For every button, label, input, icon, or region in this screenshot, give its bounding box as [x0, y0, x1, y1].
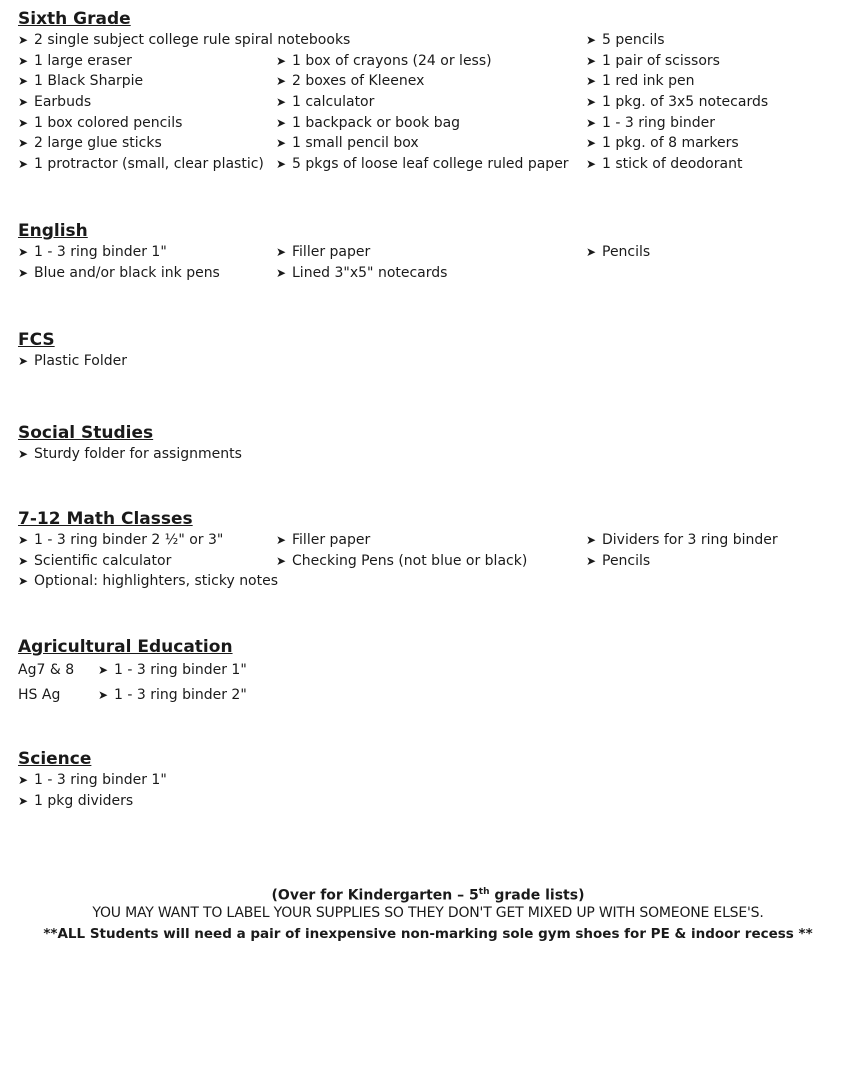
footer-over-note [0, 882, 856, 903]
list-item-text: Filler paper [292, 244, 371, 260]
footer-label-note: YOU MAY WANT TO LABEL YOUR SUPPLIES SO THEY DON'T GET MIXED UP WITH SOMEONE ELSE'S. [92, 905, 764, 921]
section-science [18, 748, 848, 811]
bullet-arrow-icon: ➤ [18, 447, 29, 461]
list-item [18, 551, 171, 572]
section-items [18, 444, 848, 465]
ag-row-label: HS Ag [18, 687, 61, 703]
list-item-text: Blue and/or black ink pens [34, 264, 220, 281]
list-item-text: 5 pkgs of loose leaf college ruled paper [292, 156, 569, 173]
list-item-text: 1 pair of scissors [602, 52, 720, 69]
list-item-text: 2 boxes of Kleenex [292, 73, 425, 90]
list-item-text: Earbuds [34, 94, 92, 111]
list-item-text: 1 stick of deodorant [602, 156, 743, 173]
list-item [18, 242, 167, 263]
ag-row-item [98, 683, 247, 708]
bullet-arrow-icon: ➤ [276, 245, 287, 259]
list-item-text: 1 backpack or book bag [292, 114, 461, 131]
list-item [586, 51, 720, 72]
section-fcs [18, 329, 848, 372]
list-item [276, 530, 370, 551]
bullet-arrow-icon: ➤ [18, 136, 29, 151]
list-item-text: Filler paper [292, 532, 371, 548]
list-item-text: Plastic Folder [34, 353, 127, 369]
bullet-arrow-icon: ➤ [586, 115, 597, 130]
list-item [276, 154, 569, 175]
section-items [18, 351, 848, 372]
list-item-text: 1 box of crayons (24 or less) [292, 52, 492, 69]
footer-superscript: th [478, 887, 490, 897]
list-item-text: Sturdy folder for assignments [34, 446, 242, 462]
section-ag-education [18, 636, 848, 708]
list-item [276, 92, 374, 113]
list-item-text: 1 Black Sharpie [34, 73, 144, 90]
bullet-arrow-icon: ➤ [586, 53, 597, 68]
list-item [276, 263, 447, 284]
list-item-text: 1 pkg dividers [34, 792, 134, 809]
list-row [18, 113, 848, 134]
list-item-text: 1 red ink pen [602, 73, 695, 90]
bullet-arrow-icon: ➤ [18, 115, 29, 130]
list-item [18, 263, 220, 284]
list-item-text: 1 pkg. of 3x5 notecards [602, 94, 769, 111]
list-item [586, 71, 694, 92]
list-item [586, 551, 650, 572]
list-item [276, 551, 527, 572]
list-item-text: 5 pencils [602, 32, 665, 48]
bullet-arrow-icon: ➤ [276, 74, 287, 89]
list-item [586, 133, 739, 154]
list-item [18, 351, 127, 372]
section-heading: Agricultural Education [18, 637, 233, 657]
list-item [18, 51, 132, 72]
ag-row [18, 658, 848, 683]
list-item-text: Scientific calculator [34, 552, 172, 569]
list-item [18, 791, 133, 812]
list-item-text: 1 - 3 ring binder 1" [34, 772, 167, 788]
list-item [18, 530, 223, 551]
bullet-arrow-icon: ➤ [98, 663, 109, 677]
list-item-text: Pencils [602, 244, 651, 260]
list-row [18, 71, 848, 92]
list-item [586, 154, 742, 175]
list-item [586, 92, 768, 113]
bullet-arrow-icon: ➤ [18, 265, 29, 280]
bullet-arrow-icon: ➤ [18, 33, 29, 47]
bullet-arrow-icon: ➤ [276, 553, 287, 568]
list-item [276, 51, 492, 72]
list-item [18, 154, 264, 175]
list-item-text: 1 calculator [292, 94, 375, 111]
bullet-arrow-icon: ➤ [98, 688, 109, 702]
list-item-text: 2 large glue sticks [34, 135, 162, 152]
list-row [18, 444, 848, 465]
bullet-arrow-icon: ➤ [276, 95, 287, 110]
ag-row-item [98, 658, 247, 683]
list-item [18, 133, 162, 154]
section-heading: Sixth Grade [18, 9, 131, 29]
list-item [586, 530, 778, 551]
list-item [18, 770, 167, 791]
bullet-arrow-icon: ➤ [18, 553, 29, 568]
section-items [18, 770, 848, 811]
list-item-text: 1 - 3 ring binder 2" [114, 687, 247, 703]
bullet-arrow-icon: ➤ [18, 354, 29, 368]
section-social-studies [18, 422, 848, 465]
section-heading: Science [18, 749, 92, 769]
list-item-text: 1 - 3 ring binder [602, 114, 715, 131]
section-math [18, 508, 848, 592]
list-item [18, 30, 350, 51]
bullet-arrow-icon: ➤ [18, 773, 29, 787]
section-items [18, 530, 848, 592]
list-row [18, 530, 848, 551]
bullet-arrow-icon: ➤ [276, 533, 287, 547]
bullet-arrow-icon: ➤ [18, 53, 29, 68]
list-item-text: Dividers for 3 ring binder [602, 532, 778, 548]
section-heading: 7-12 Math Classes [18, 509, 193, 529]
list-row [18, 571, 848, 592]
list-item [18, 113, 182, 134]
list-item [586, 30, 665, 51]
bullet-arrow-icon: ➤ [276, 53, 287, 68]
list-item-text: 1 protractor (small, clear plastic) [34, 156, 264, 173]
bullet-arrow-icon: ➤ [18, 533, 29, 547]
bullet-arrow-icon: ➤ [18, 574, 29, 589]
bullet-arrow-icon: ➤ [276, 157, 287, 172]
list-item-text: 1 box colored pencils [34, 114, 183, 131]
list-item-text: 1 small pencil box [292, 135, 419, 152]
list-row [18, 791, 848, 812]
section-sixth-grade [18, 8, 848, 175]
bullet-arrow-icon: ➤ [586, 533, 597, 547]
ag-row [18, 683, 848, 708]
bullet-arrow-icon: ➤ [276, 136, 287, 151]
footer-over-text-end: grade lists) [489, 887, 585, 904]
section-heading: Social Studies [18, 423, 154, 443]
list-row [18, 92, 848, 113]
bullet-arrow-icon: ➤ [586, 95, 597, 110]
section-heading: English [18, 221, 88, 241]
list-item [276, 242, 370, 263]
list-item-text: Pencils [602, 552, 651, 569]
bullet-arrow-icon: ➤ [586, 33, 597, 47]
list-item-text: 1 pkg. of 8 markers [602, 135, 739, 152]
footer-over-text: (Over for Kindergarten – 5 [271, 887, 479, 904]
list-item-text: 2 single subject college rule spiral notebooks [34, 32, 351, 48]
bullet-arrow-icon: ➤ [18, 245, 29, 259]
section-items [18, 30, 848, 175]
bullet-arrow-icon: ➤ [18, 793, 29, 808]
list-item-text: 1 - 3 ring binder 1" [34, 244, 167, 260]
section-heading: FCS [18, 330, 55, 350]
list-row [18, 263, 848, 284]
list-item [586, 113, 715, 134]
bullet-arrow-icon: ➤ [586, 74, 597, 89]
list-row [18, 154, 848, 175]
list-item-text: 1 large eraser [34, 52, 132, 69]
list-row [18, 351, 848, 372]
list-item [18, 71, 143, 92]
list-item [276, 113, 460, 134]
footer-notes [0, 882, 856, 945]
list-row [18, 770, 848, 791]
bullet-arrow-icon: ➤ [586, 136, 597, 151]
list-item [18, 92, 91, 113]
section-english [18, 220, 848, 283]
list-item-text: 1 - 3 ring binder 1" [114, 662, 247, 678]
bullet-arrow-icon: ➤ [18, 74, 29, 89]
list-row [18, 30, 848, 51]
bullet-arrow-icon: ➤ [276, 265, 287, 280]
list-row [18, 51, 848, 72]
ag-row-label: Ag7 & 8 [18, 662, 75, 678]
section-items [18, 242, 848, 283]
bullet-arrow-icon: ➤ [586, 245, 597, 259]
list-item [586, 242, 650, 263]
list-row [18, 133, 848, 154]
bullet-arrow-icon: ➤ [18, 157, 29, 172]
list-row [18, 551, 848, 572]
footer-gym-shoes-note: **ALL Students will need a pair of inexpensive non-marking sole gym shoes for PE & indoor recess ** [43, 926, 813, 942]
list-row [18, 242, 848, 263]
list-item [276, 133, 419, 154]
list-item-text: Checking Pens (not blue or black) [292, 552, 528, 569]
bullet-arrow-icon: ➤ [18, 95, 29, 110]
list-item [276, 71, 424, 92]
list-item-text: Lined 3"x5" notecards [292, 264, 448, 281]
list-item [18, 571, 278, 592]
list-item-text: Optional: highlighters, sticky notes [34, 573, 279, 590]
bullet-arrow-icon: ➤ [276, 115, 287, 130]
list-item-text: 1 - 3 ring binder 2 ½" or 3" [34, 532, 224, 548]
bullet-arrow-icon: ➤ [586, 157, 597, 172]
bullet-arrow-icon: ➤ [586, 553, 597, 568]
list-item [18, 444, 242, 465]
